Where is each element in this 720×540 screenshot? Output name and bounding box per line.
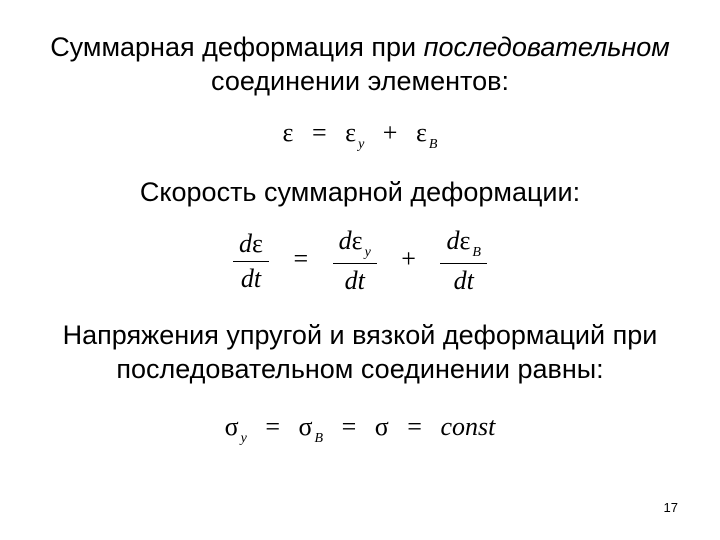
formula3-sigma1: σ — [224, 412, 239, 441]
formula2-fraction-viscous — [440, 224, 486, 298]
formula2-f1-eps: ε — [252, 228, 263, 258]
formula3-sigma2: σ — [298, 412, 313, 441]
formula3-sigma3: σ — [374, 412, 389, 441]
formula-total-strain — [0, 118, 720, 152]
formula1-plus: + — [382, 118, 398, 147]
heading-text-regular: Суммарная деформация при — [50, 32, 417, 62]
heading-strain-rate — [0, 175, 720, 209]
formula2-f1-d: d — [239, 228, 253, 258]
formula2-f3-sub: В — [472, 245, 481, 260]
formula3-sigma1-sub: у — [240, 431, 247, 446]
heading-stresses-line1: Напряжения упругой и вязкой деформаций при — [62, 320, 658, 350]
heading-series-deformation — [0, 30, 720, 98]
formula3-const: const — [440, 412, 496, 441]
formula3-eq1: = — [265, 412, 281, 441]
formula2-f1-den: dt — [240, 263, 262, 293]
heading-strain-rate-text: Скорость суммарной деформации: — [139, 177, 581, 207]
formula2-f2-d: d — [338, 226, 352, 255]
formula2-fraction-total — [233, 227, 269, 296]
formula1-term1-sub: у — [358, 137, 365, 152]
formula2-f2-den: dt — [344, 266, 365, 295]
heading-stresses — [0, 318, 720, 386]
formula1-term1: ε — [345, 118, 357, 147]
page-number: 17 — [663, 500, 678, 515]
formula-strain-rate — [0, 224, 720, 298]
formula3-eq3: = — [407, 412, 422, 441]
formula2-fraction-elastic — [333, 224, 377, 298]
formula2-equals: = — [293, 243, 309, 273]
formula2-f2-sub: у — [364, 245, 371, 260]
formula1-term2: ε — [415, 118, 427, 147]
heading-line2: соединении элементов: — [211, 66, 509, 96]
formula2-f2-eps: ε — [351, 226, 363, 255]
formula1-lhs: ε — [282, 118, 294, 147]
formula2-f3-den: dt — [453, 266, 474, 295]
formula2-plus: + — [401, 243, 416, 273]
formula3-eq2: = — [341, 412, 357, 441]
formula3-sigma2-sub: В — [314, 431, 324, 446]
heading-text-italic: последовательном — [423, 32, 670, 62]
formula1-term2-sub: В — [428, 137, 438, 152]
formula1-equals: = — [311, 118, 327, 147]
heading-stresses-line2: последовательном соединении равны: — [116, 354, 604, 384]
formula2-f3-d: d — [446, 226, 460, 255]
formula-stress-equality — [0, 412, 720, 446]
formula2-f3-eps: ε — [459, 226, 471, 255]
